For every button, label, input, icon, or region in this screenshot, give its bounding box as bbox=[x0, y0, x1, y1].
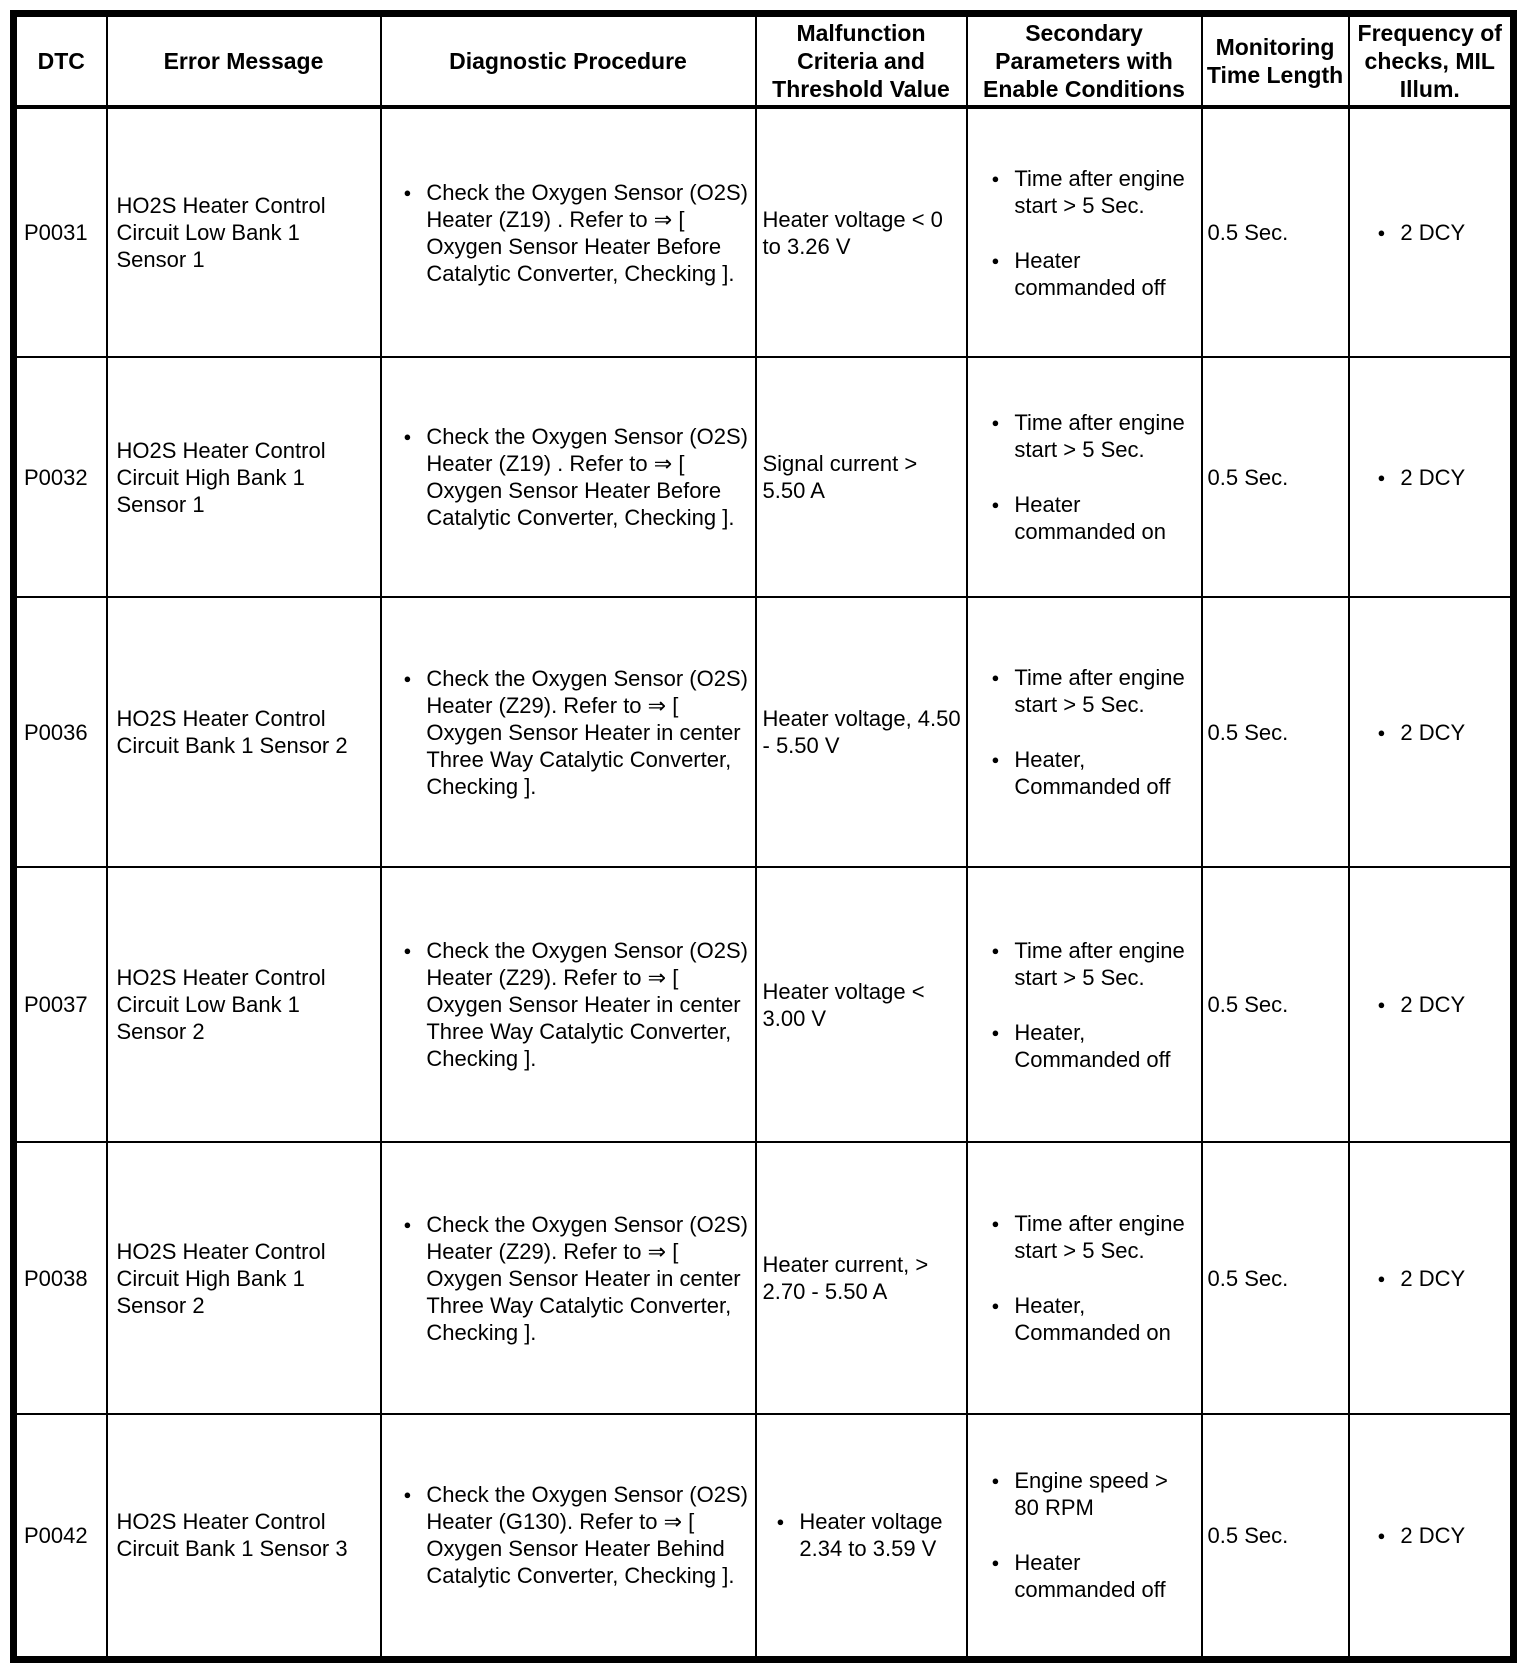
bullet-item bbox=[386, 937, 751, 1072]
frequency-cell bbox=[1349, 597, 1514, 867]
bullet-item bbox=[972, 1019, 1197, 1073]
bullet-text: Check the Oxygen Sensor (O2S) Heater (Z19) . Refer to ⇒ [ Oxygen Sensor Heater Before Catalytic Converter, Checking ]. bbox=[426, 179, 748, 286]
bullet-text: Heater, Commanded on bbox=[1014, 1293, 1171, 1345]
bullet-icon: ● bbox=[991, 1024, 1000, 1040]
table-row bbox=[14, 867, 1514, 1142]
secondary-parameters-cell bbox=[967, 107, 1202, 357]
bullet-text: Heater, Commanded off bbox=[1014, 747, 1171, 799]
monitoring-time-cell: 0.5 Sec. bbox=[1202, 867, 1349, 1142]
dtc-cell: P0031 bbox=[14, 107, 107, 357]
column-header-diagnostic-procedure: Diagnostic Procedure bbox=[381, 14, 756, 108]
error-message-cell: HO2S Heater Control Circuit Bank 1 Sensor 3 bbox=[107, 1414, 381, 1659]
bullet-icon: ● bbox=[991, 497, 1000, 512]
diagnostic-procedure-cell bbox=[381, 107, 756, 357]
bullet-item bbox=[1354, 464, 1507, 491]
bullet-text: Time after engine start > 5 Sec. bbox=[1014, 1211, 1185, 1263]
bullet-icon: ● bbox=[776, 1514, 785, 1530]
bullet-item bbox=[972, 1292, 1197, 1346]
bullet-text: Heater commanded off bbox=[1014, 247, 1166, 300]
bullet-item bbox=[1354, 719, 1507, 746]
bullet-icon: ● bbox=[991, 670, 1000, 685]
column-header-secondary-parameters: Secondary Parameters with Enable Conditions bbox=[967, 14, 1202, 108]
bullet-text: 2 DCY bbox=[1400, 1265, 1466, 1291]
bullet-item bbox=[972, 247, 1197, 301]
bullet-text: Time after engine start > 5 Sec. bbox=[1014, 665, 1185, 717]
bullet-text: 2 DCY bbox=[1400, 992, 1466, 1017]
monitoring-time-cell: 0.5 Sec. bbox=[1202, 357, 1349, 597]
bullet-item bbox=[972, 1467, 1197, 1521]
diagnostic-procedure-cell bbox=[381, 597, 756, 867]
bullet-icon: ● bbox=[403, 943, 412, 958]
dtc-diagnostic-table bbox=[10, 10, 1517, 1663]
bullet-item bbox=[386, 423, 751, 531]
bullet-item bbox=[972, 937, 1197, 991]
bullet-item bbox=[972, 1549, 1197, 1603]
bullet-item bbox=[972, 165, 1197, 219]
error-message-cell: HO2S Heater Control Circuit Low Bank 1 Sensor 1 bbox=[107, 107, 381, 357]
dtc-cell: P0038 bbox=[14, 1142, 107, 1414]
bullet-icon: ● bbox=[991, 752, 1000, 767]
bullet-text: Engine speed > 80 RPM bbox=[1014, 1468, 1168, 1521]
dtc-cell: P0032 bbox=[14, 357, 107, 597]
table-row bbox=[14, 597, 1514, 867]
frequency-cell bbox=[1349, 357, 1514, 597]
table-row bbox=[14, 357, 1514, 597]
bullet-item bbox=[972, 409, 1197, 463]
bullet-item bbox=[972, 746, 1197, 800]
bullet-icon: ● bbox=[1377, 724, 1386, 740]
bullet-text: 2 DCY bbox=[1400, 719, 1466, 745]
secondary-parameters-cell bbox=[967, 357, 1202, 597]
bullet-icon: ● bbox=[1377, 225, 1386, 240]
frequency-cell bbox=[1349, 107, 1514, 357]
diagnostic-procedure-cell bbox=[381, 1414, 756, 1659]
malfunction-criteria-cell: Heater voltage < 0 to 3.26 V bbox=[756, 107, 967, 357]
column-header-frequency: Frequency of checks, MIL Illum. bbox=[1349, 14, 1514, 108]
monitoring-time-cell: 0.5 Sec. bbox=[1202, 1142, 1349, 1414]
bullet-text: Check the Oxygen Sensor (O2S) Heater (Z29). Refer to ⇒ [ Oxygen Sensor Heater in center Three Way Catalytic Converter, Checking ]. bbox=[426, 938, 748, 1071]
bullet-icon: ● bbox=[991, 1473, 1000, 1489]
monitoring-time-cell: 0.5 Sec. bbox=[1202, 597, 1349, 867]
malfunction-criteria-cell: Heater voltage, 4.50 - 5.50 V bbox=[756, 597, 967, 867]
dtc-cell: P0042 bbox=[14, 1414, 107, 1659]
bullet-text: Check the Oxygen Sensor (O2S) Heater (G130). Refer to ⇒ [ Oxygen Sensor Heater Behind Catalytic Converter, Checking ]. bbox=[426, 1482, 748, 1589]
bullet-text: Heater commanded off bbox=[1014, 1550, 1166, 1603]
bullet-icon: ● bbox=[1377, 469, 1386, 485]
bullet-icon: ● bbox=[403, 429, 412, 444]
dtc-cell: P0037 bbox=[14, 867, 107, 1142]
bullet-text: Check the Oxygen Sensor (O2S) Heater (Z29). Refer to ⇒ [ Oxygen Sensor Heater in center Three Way Catalytic Converter, Checking ]. bbox=[426, 1211, 748, 1345]
bullet-icon: ● bbox=[1377, 997, 1386, 1012]
bullet-icon: ● bbox=[1377, 1527, 1386, 1543]
bullet-icon: ● bbox=[991, 942, 1000, 958]
bullet-item bbox=[1354, 1522, 1507, 1549]
bullet-item bbox=[1354, 219, 1507, 246]
bullet-item bbox=[972, 664, 1197, 718]
bullet-icon: ● bbox=[1377, 1270, 1386, 1286]
frequency-cell bbox=[1349, 1142, 1514, 1414]
bullet-icon: ● bbox=[403, 1216, 412, 1232]
secondary-parameters-cell bbox=[967, 1142, 1202, 1414]
bullet-text: Time after engine start > 5 Sec. bbox=[1014, 937, 1185, 990]
bullet-icon: ● bbox=[403, 184, 412, 200]
malfunction-criteria-cell bbox=[756, 1414, 967, 1659]
secondary-parameters-cell bbox=[967, 597, 1202, 867]
bullet-item bbox=[1354, 991, 1507, 1018]
dtc-cell: P0036 bbox=[14, 597, 107, 867]
bullet-text: Time after engine start > 5 Sec. bbox=[1014, 410, 1185, 462]
bullet-item bbox=[972, 491, 1197, 545]
bullet-icon: ● bbox=[991, 1298, 1000, 1313]
bullet-text: 2 DCY bbox=[1400, 220, 1466, 245]
malfunction-criteria-cell: Signal current > 5.50 A bbox=[756, 357, 967, 597]
diagnostic-procedure-cell bbox=[381, 867, 756, 1142]
frequency-cell bbox=[1349, 1414, 1514, 1659]
error-message-cell: HO2S Heater Control Circuit Bank 1 Sensor 2 bbox=[107, 597, 381, 867]
bullet-item bbox=[386, 179, 751, 287]
column-header-dtc: DTC bbox=[14, 14, 107, 108]
column-header-monitoring-time: Monitoring Time Length bbox=[1202, 14, 1349, 108]
error-message-cell: HO2S Heater Control Circuit High Bank 1 Sensor 1 bbox=[107, 357, 381, 597]
column-header-malfunction-criteria: Malfunction Criteria and Threshold Value bbox=[756, 14, 967, 108]
column-header-error-message: Error Message bbox=[107, 14, 381, 108]
diagnostic-procedure-cell bbox=[381, 1142, 756, 1414]
bullet-icon: ● bbox=[991, 252, 1000, 268]
bullet-icon: ● bbox=[991, 1555, 1000, 1571]
table-row bbox=[14, 1142, 1514, 1414]
bullet-text: 2 DCY bbox=[1400, 1522, 1466, 1548]
bullet-item bbox=[972, 1210, 1197, 1264]
bullet-icon: ● bbox=[403, 670, 412, 686]
bullet-text: Heater commanded on bbox=[1014, 492, 1167, 544]
bullet-icon: ● bbox=[403, 1487, 412, 1503]
header-row bbox=[14, 14, 1514, 108]
malfunction-criteria-cell: Heater current, > 2.70 - 5.50 A bbox=[756, 1142, 967, 1414]
error-message-cell: HO2S Heater Control Circuit Low Bank 1 Sensor 2 bbox=[107, 867, 381, 1142]
table-row bbox=[14, 107, 1514, 357]
bullet-icon: ● bbox=[991, 415, 1000, 430]
bullet-text: Time after engine start > 5 Sec. bbox=[1014, 165, 1185, 218]
bullet-text: Check the Oxygen Sensor (O2S) Heater (Z19) . Refer to ⇒ [ Oxygen Sensor Heater Before Catalytic Converter, Checking ]. bbox=[426, 424, 748, 530]
bullet-text: 2 DCY bbox=[1400, 464, 1466, 490]
monitoring-time-cell: 0.5 Sec. bbox=[1202, 107, 1349, 357]
error-message-cell: HO2S Heater Control Circuit High Bank 1 Sensor 2 bbox=[107, 1142, 381, 1414]
monitoring-time-cell: 0.5 Sec. bbox=[1202, 1414, 1349, 1659]
bullet-item bbox=[763, 1508, 962, 1562]
bullet-item bbox=[386, 1481, 751, 1589]
bullet-item bbox=[386, 665, 751, 800]
malfunction-criteria-cell: Heater voltage < 3.00 V bbox=[756, 867, 967, 1142]
secondary-parameters-cell bbox=[967, 1414, 1202, 1659]
bullet-text: Heater, Commanded off bbox=[1014, 1019, 1171, 1072]
bullet-text: Heater voltage 2.34 to 3.59 V bbox=[799, 1509, 943, 1562]
table-row bbox=[14, 1414, 1514, 1659]
secondary-parameters-cell bbox=[967, 867, 1202, 1142]
frequency-cell bbox=[1349, 867, 1514, 1142]
bullet-icon: ● bbox=[991, 170, 1000, 186]
bullet-text: Check the Oxygen Sensor (O2S) Heater (Z29). Refer to ⇒ [ Oxygen Sensor Heater in center Three Way Catalytic Converter, Checking ]. bbox=[426, 665, 748, 799]
bullet-item bbox=[1354, 1265, 1507, 1292]
diagnostic-procedure-cell bbox=[381, 357, 756, 597]
bullet-icon: ● bbox=[991, 1216, 1000, 1231]
bullet-item bbox=[386, 1211, 751, 1346]
